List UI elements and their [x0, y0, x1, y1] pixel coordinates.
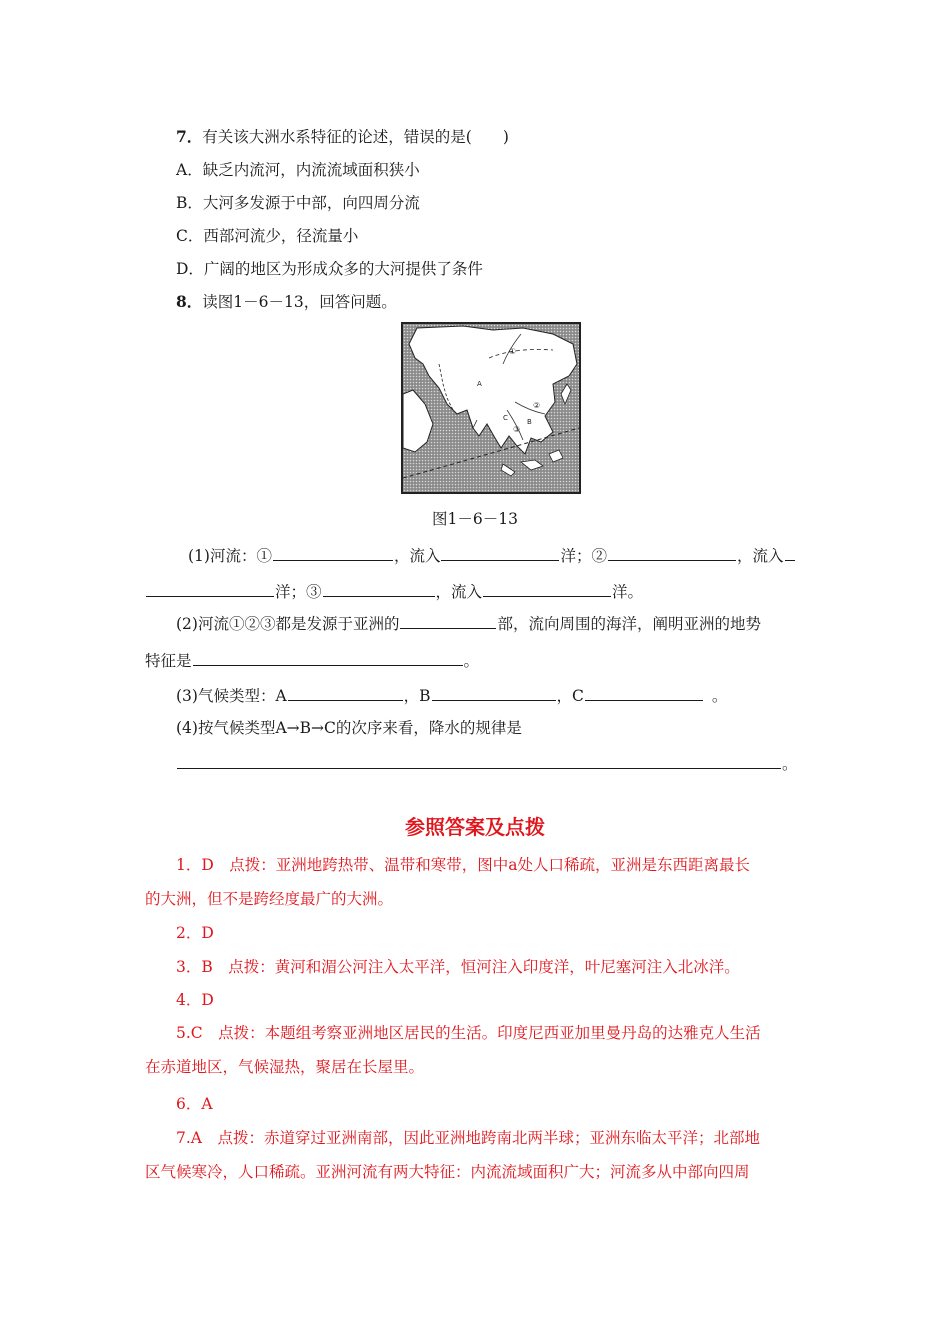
answer-blank[interactable] [608, 544, 736, 561]
question-8-stem: 读图1－6－13，回答问题。 [202, 293, 397, 311]
answer-blank[interactable] [193, 649, 463, 666]
answer-blank[interactable] [177, 752, 781, 769]
sub-question-2-line2: 特征是 。 [145, 649, 479, 671]
sub-question-4: (4)按气候类型A→B→C的次序来看，降水的规律是 [176, 719, 522, 737]
map-label-a: A [477, 380, 482, 388]
answer-4: 4．D [176, 991, 214, 1009]
sub-question-1-line1: (1)河流：① ，流入 洋；② ，流入 [188, 544, 796, 566]
sub-question-2-line1: (2)河流①②③都是发源于亚洲的 部，流向周围的海洋，阐明亚洲的地势 [176, 612, 761, 634]
answer-7-line2: 区气候寒冷，人口稀疏。亚洲河流有两大特征：内流流域面积广大；河流多从中部向四周 [145, 1163, 750, 1181]
map-label-1: ① [509, 347, 517, 356]
answer-5-line1: 5.C 点拨：本题组考察亚洲地区居民的生活。印度尼西亚加里曼丹岛的达雅克人生活 [176, 1024, 761, 1042]
answer-blank[interactable] [585, 684, 703, 701]
question-7-option-c: C．西部河流少，径流量小 [176, 227, 359, 245]
answer-blank[interactable] [273, 544, 393, 561]
question-7-option-d: D．广阔的地区为形成众多的大河提供了条件 [176, 260, 483, 278]
question-7 [176, 127, 509, 147]
answer-blank[interactable] [146, 580, 274, 597]
question-8 [176, 292, 397, 312]
question-7-option-a: A．缺乏内流河，内流流域面积狭小 [176, 161, 420, 179]
map-label-2: ② [533, 401, 541, 410]
answer-5-line2: 在赤道地区，气候湿热，聚居在长屋里。 [145, 1058, 425, 1076]
figure-caption: 图1－6－13 [432, 510, 518, 528]
answer-blank[interactable] [441, 544, 559, 561]
answer-1-line2: 的大洲，但不是跨经度最广的大洲。 [145, 890, 394, 908]
answers-title: 参照答案及点拨 [405, 815, 545, 839]
answer-1-line1: 1．D 点拨：亚洲地跨热带、温带和寒带，图中a处人口稀疏，亚洲是东西距离最长 [176, 856, 751, 874]
map-label-b: B [527, 418, 532, 426]
question-7-stem: 有关该大洲水系特征的论述，错误的是( ) [202, 128, 509, 146]
answer-blank[interactable] [323, 580, 435, 597]
answer-2: 2．D [176, 924, 214, 942]
answer-blank[interactable] [785, 544, 795, 561]
sub-question-1-line2: 洋；③ ，流入 洋。 [145, 580, 643, 602]
question-7-option-b: B．大河多发源于中部，向四周分流 [176, 194, 420, 212]
map-label-c: C [503, 414, 508, 422]
question-7-number: 7． [176, 127, 203, 146]
answer-6: 6．A [176, 1095, 213, 1113]
sub-question-3: (3)气候类型：A ，B ，C 。 [176, 684, 727, 706]
answer-3: 3．B 点拨：黄河和湄公河注入太平洋，恒河注入印度洋，叶尼塞河注入北冰洋。 [176, 958, 740, 976]
answer-blank[interactable] [400, 612, 496, 629]
answer-blank[interactable] [288, 684, 403, 701]
sub-question-4-answer-line: 。 [176, 752, 798, 774]
map-label-3: ③ [513, 425, 521, 434]
answer-blank[interactable] [432, 684, 556, 701]
answer-7-line1: 7.A 点拨：赤道穿过亚洲南部，因此亚洲地跨南北两半球；亚洲东临太平洋；北部地 [176, 1129, 760, 1147]
question-8-number: 8． [176, 292, 203, 311]
asia-map-figure [401, 322, 581, 494]
asia-map [403, 324, 579, 492]
answer-blank[interactable] [483, 580, 611, 597]
